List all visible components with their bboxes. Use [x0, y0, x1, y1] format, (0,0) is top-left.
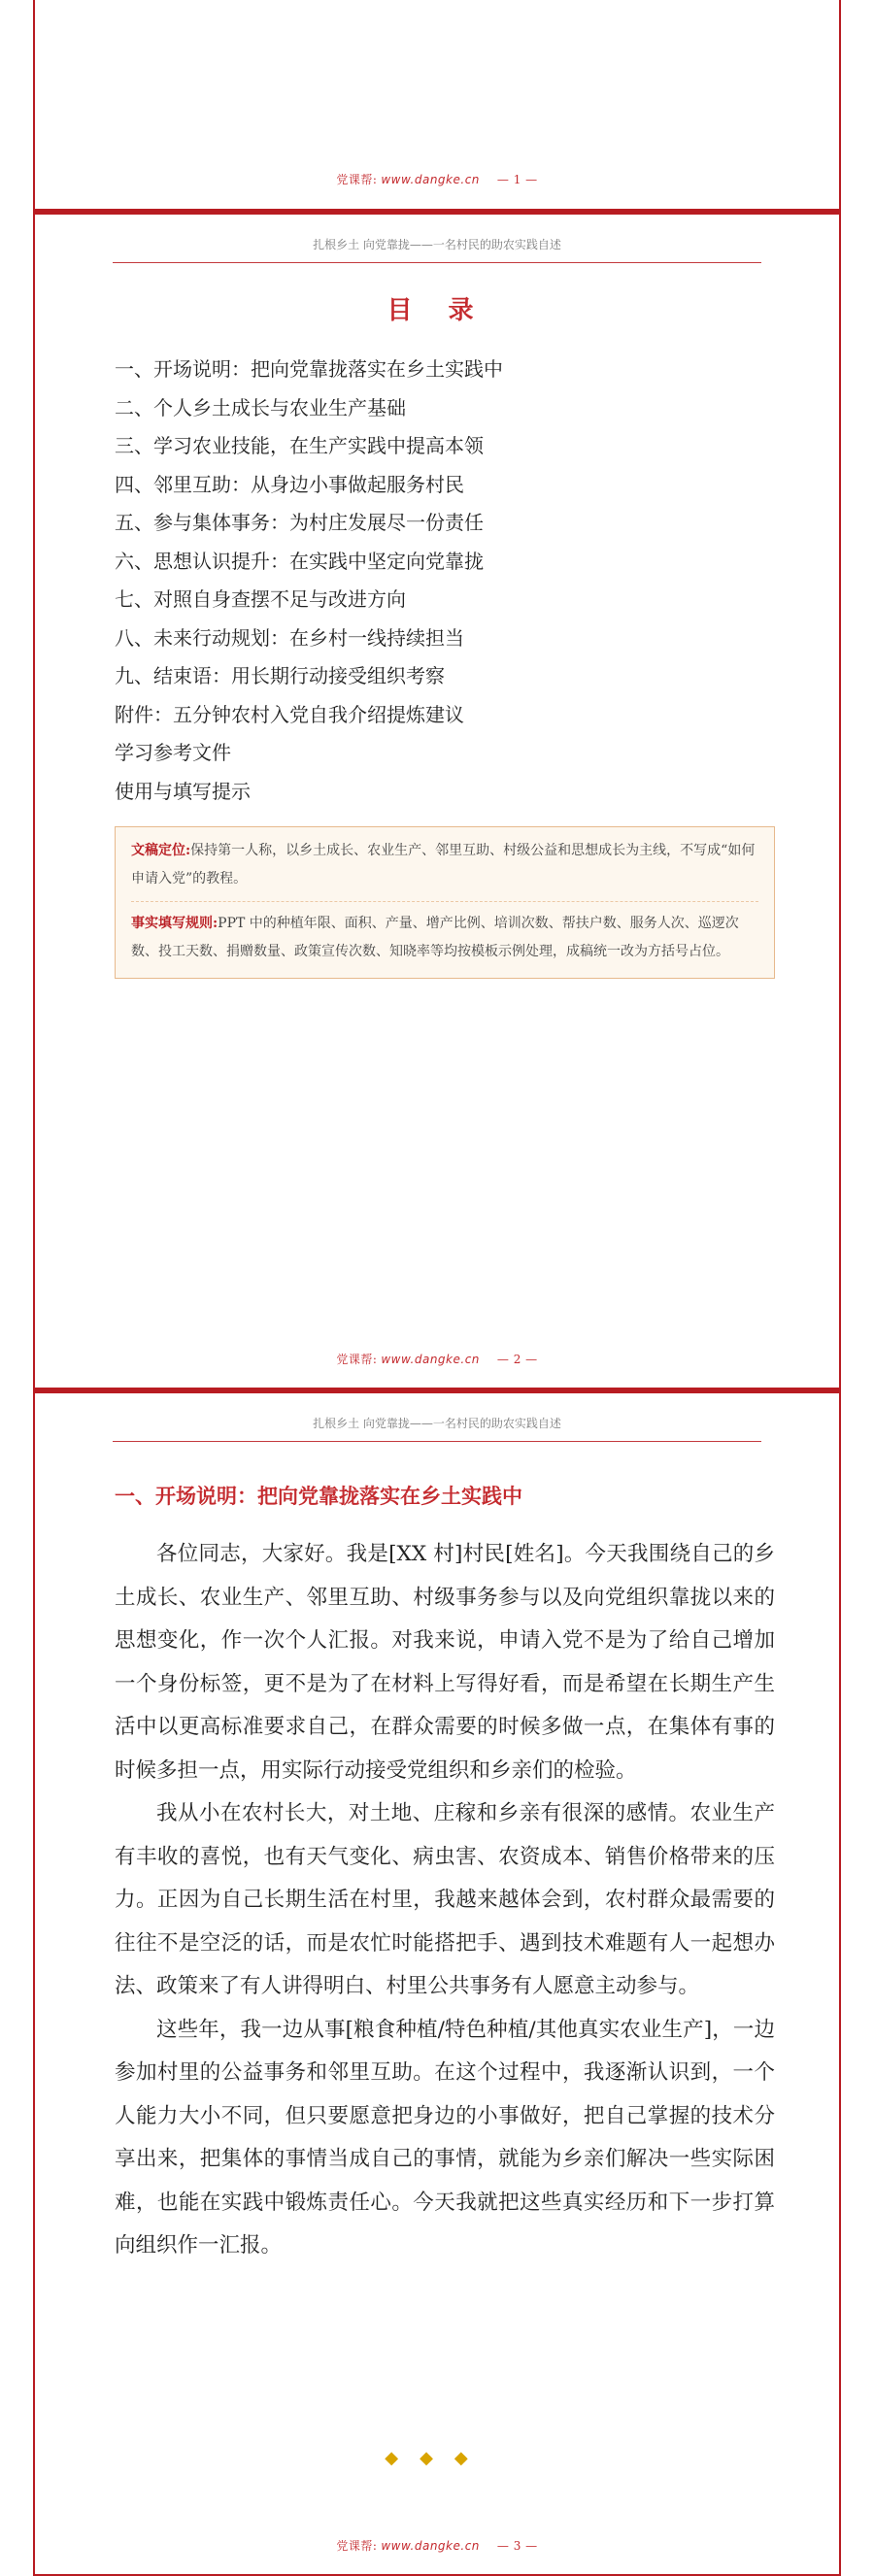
note-lead: 事实填写规则:	[131, 916, 218, 931]
note-positioning	[131, 835, 758, 895]
body-text	[115, 1533, 775, 2268]
toc-item[interactable]: 五、参与集体事务：为村庄发展尽一份责任	[115, 511, 484, 534]
page-footer	[35, 2537, 839, 2554]
footer-prefix: 党课帮:	[336, 1353, 378, 1366]
footer-site-link[interactable]: www.dangke.cn	[381, 2539, 480, 2553]
toc-item[interactable]: 学习参考文件	[115, 741, 231, 764]
footer-prefix: 党课帮:	[336, 173, 378, 186]
diamond-divider: ◆◆◆	[385, 2448, 489, 2468]
toc-title: 目 录	[387, 296, 487, 325]
page-2	[33, 212, 841, 1390]
toc-item[interactable]: 一、开场说明：把向党靠拢落实在乡土实践中	[115, 357, 503, 381]
footer-prefix: 党课帮:	[336, 2539, 378, 2553]
running-head: 扎根乡土 向党靠拢——一名村民的助农实践自述	[113, 236, 761, 263]
toc-item[interactable]: 附件：五分钟农村入党自我介绍提炼建议	[115, 702, 464, 726]
paragraph: 这些年，我一边从事[粮食种植/特色种植/其他真实农业生产]，一边参加村里的公益事务和邻里互助。在这个过程中，我逐渐认识到，一个人能力大小不同，但只要愿意把身边的小事做好，把自己掌握的技术分享出来，把集体的事情当成自己的事情，就能为乡亲们解决一些实际困难，也能在实践中锻炼责任心。今天我就把这些真实经历和下一步打算向组织作一汇报。	[115, 2017, 775, 2258]
page-3	[33, 1390, 841, 2576]
footer-site-link[interactable]: www.dangke.cn	[381, 1353, 480, 1366]
toc-item[interactable]: 七、对照自身查摆不足与改进方向	[115, 587, 406, 611]
note-text: 保持第一人称，以乡土成长、农业生产、邻里互助、村级公益和思想成长为主线，不写成“如何申请入党”的教程。	[131, 843, 756, 887]
toc-item[interactable]: 使用与填写提示	[115, 779, 251, 803]
page-number: — 1 —	[496, 173, 538, 186]
page-footer	[35, 1351, 839, 1367]
page-footer	[35, 171, 839, 187]
running-head: 扎根乡土 向党靠拢——一名村民的助农实践自述	[113, 1415, 761, 1442]
toc-item[interactable]: 二、个人乡土成长与农业生产基础	[115, 395, 406, 419]
page-1	[33, 0, 841, 212]
paragraph: 各位同志，大家好。我是[XX 村]村民[姓名]。今天我围绕自己的乡土成长、农业生产、邻里互助、村级事务参与以及向党组织靠拢以来的思想变化，作一次个人汇报。对我来说，申请入党不是为了给自己增加一个身份标签，更不是为了在材料上写得好看，而是希望在长期生产生活中以更高标准要求自己，在群众需要的时候多做一点，在集体有事的时候多担一点，用实际行动接受党组织和乡亲们的检验。	[115, 1542, 775, 1783]
toc-item[interactable]: 三、学习农业技能，在生产实践中提高本领	[115, 434, 484, 457]
toc-item[interactable]: 八、未来行动规划：在乡村一线持续担当	[115, 625, 464, 650]
page-number: — 2 —	[496, 1353, 538, 1366]
note-text: PPT 中的种植年限、面积、产量、增产比例、培训次数、帮扶户数、服务人次、巡逻次数、投工天数、捐赠数量、政策宣传次数、知晓率等均按模板示例处理，成稿统一改为方括号占位。	[131, 916, 739, 959]
usage-note-box	[115, 826, 775, 979]
toc-item[interactable]: 六、思想认识提升：在实践中坚定向党靠拢	[115, 549, 484, 573]
toc-item[interactable]: 四、邻里互助：从身边小事做起服务村民	[115, 472, 464, 496]
note-fill-rules	[131, 901, 758, 968]
note-lead: 文稿定位:	[131, 843, 191, 858]
toc-list	[115, 351, 761, 811]
section-heading: 一、开场说明：把向党靠拢落实在乡土实践中	[115, 1484, 522, 1508]
toc-item[interactable]: 九、结束语：用长期行动接受组织考察	[115, 664, 445, 687]
footer-site-link[interactable]: www.dangke.cn	[381, 173, 480, 186]
page-number: — 3 —	[496, 2539, 538, 2553]
paragraph: 我从小在农村长大，对土地、庄稼和乡亲有很深的感情。农业生产有丰收的喜悦，也有天气变化、病虫害、农资成本、销售价格带来的压力。正因为自己长期生活在村里，我越来越体会到，农村群众最需要的往往不是空泛的话，而是农忙时能搭把手、遇到技术难题有人一起想办法、政策来了有人讲得明白、村里公共事务有人愿意主动参与。	[115, 1801, 775, 1998]
